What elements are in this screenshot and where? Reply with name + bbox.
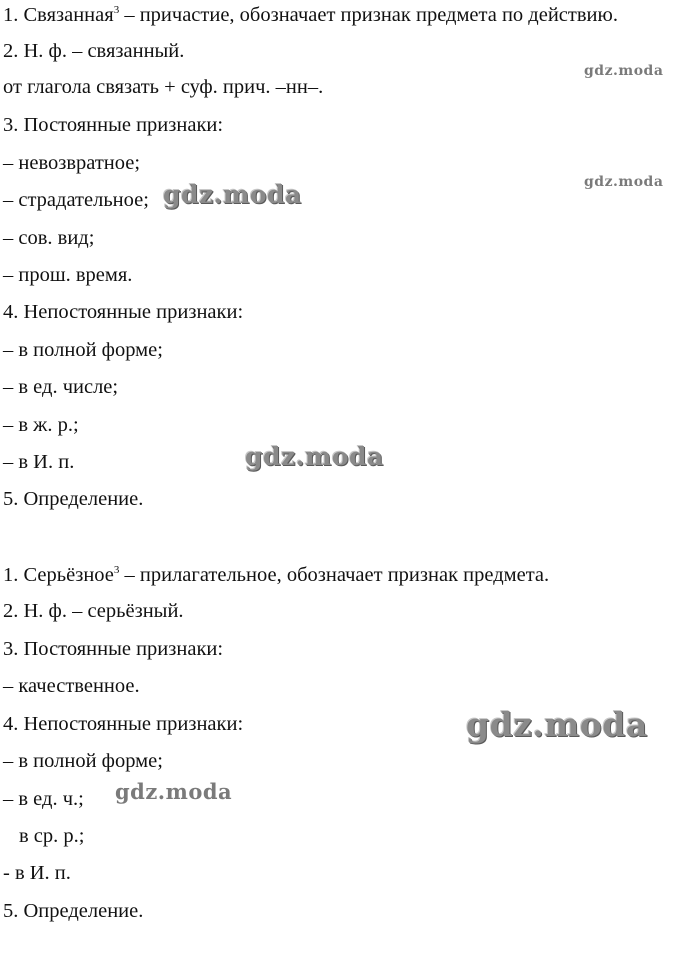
b1-line-11: – в ед. числе; (3, 376, 119, 398)
b2-line-1 (3, 563, 549, 587)
b2-line-10: 5. Определение. (3, 900, 144, 922)
b1-line-1 (3, 3, 618, 27)
watermark: gdz.moda (466, 705, 648, 744)
b2-line-3: 3. Постоянные признаки: (3, 638, 224, 660)
b1-line-9: 4. Непостоянные признаки: (3, 301, 244, 323)
b1-line-12: – в ж. р.; (3, 414, 79, 436)
b1-line-4: 3. Постоянные признаки: (3, 114, 224, 136)
b1-line-7: – сов. вид; (3, 227, 95, 249)
b2-definition: – прилагательное, обозначает признак предмета. (119, 564, 550, 586)
b2-line-2: 2. Н. ф. – серьёзный. (3, 600, 184, 622)
b2-line-4: – качественное. (3, 675, 140, 697)
b2-line-7: – в ед. ч.; (3, 788, 84, 810)
b1-line-13: – в И. п. (3, 451, 75, 473)
b2-line-8: в ср. р.; (19, 825, 85, 847)
b1-line-3: от глагола связать + суф. прич. –нн–. (3, 76, 324, 98)
b2-line-5: 4. Непостоянные признаки: (3, 713, 244, 735)
b1-line-5: – невозвратное; (3, 152, 141, 174)
watermark: gdz.moda (584, 174, 664, 190)
b1-line-2: 2. Н. ф. – связанный. (3, 40, 185, 62)
b1-footnote-mark: 3 (113, 4, 120, 16)
b2-word: 1. Серьёзное (3, 564, 114, 586)
watermark: gdz.moda (115, 779, 233, 804)
b1-word: 1. Связанная (3, 4, 114, 26)
b2-footnote-mark: 3 (113, 564, 120, 576)
watermark: gdz.moda (163, 180, 302, 209)
b1-line-14: 5. Определение. (3, 488, 144, 510)
b1-line-8: – прош. время. (3, 264, 133, 286)
b1-line-10: – в полной форме; (3, 339, 163, 361)
b2-line-6: – в полной форме; (3, 750, 163, 772)
b2-line-9: - в И. п. (3, 862, 71, 884)
b1-definition: – причастие, обозначает признак предмета по действию. (119, 4, 618, 26)
b1-line-6: – страдательное; (3, 189, 149, 211)
watermark: gdz.moda (245, 442, 384, 471)
watermark: gdz.moda (584, 63, 664, 79)
